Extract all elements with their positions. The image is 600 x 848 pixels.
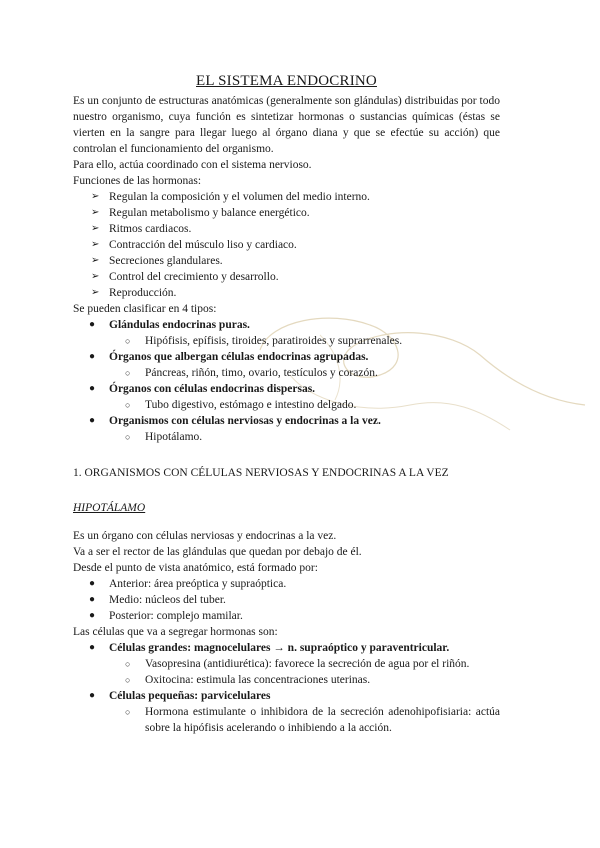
circle-bullet-icon: ○ (125, 400, 131, 410)
list-item: ● Anterior: área preóptica y supraóptica. (89, 578, 287, 590)
section-heading: 1. ORGANISMOS CON CÉLULAS NERVIOSAS Y ENDOCRINAS A LA VEZ (73, 467, 449, 479)
list-item: ➢ Contracción del músculo liso y cardiaco. (91, 239, 297, 251)
bullet-icon: ● (89, 319, 96, 330)
functions-heading: Funciones de las hormonas: (73, 175, 202, 187)
bullet-icon: ● (89, 594, 96, 605)
section-paragraph: Es un órgano con células nerviosas y endocrinas a la vez. (73, 530, 337, 542)
list-item: ➢ Control del crecimiento y desarrollo. (91, 271, 279, 283)
circle-bullet-icon: ○ (125, 368, 131, 378)
list-item: ○ Hormona estimulante o inhibidora de la secreción adenohipofisiaria: actúa sobre la hipófisis acelerando o inhibiendo a la acción. (125, 706, 500, 734)
section-paragraph: Desde el punto de vista anatómico, está formado por: (73, 562, 318, 574)
list-item: ● Órganos que albergan células endocrinas agrupadas. ○ Páncreas, riñón, timo, ovario, testículos y corazón. (73, 349, 500, 381)
document-page (73, 72, 500, 736)
list-item: ○ Páncreas, riñón, timo, ovario, testículos y corazón. (125, 367, 378, 379)
bullet-icon: ● (89, 578, 96, 589)
list-item: ○ Vasopresina (antidiurética): favorece la secreción de agua por el riñón. (125, 658, 470, 670)
functions-list (73, 189, 500, 301)
list-item: ● Órganos con células endocrinas dispersas. ○ Tubo digestivo, estómago e intestino delgado. (73, 381, 500, 413)
arrow-bullet-icon: ➢ (91, 271, 100, 282)
list-item: ➢ Ritmos cardiacos. (91, 223, 192, 235)
arrow-bullet-icon: ➢ (91, 223, 100, 234)
section-paragraph: Va a ser el rector de las glándulas que quedan por debajo de él. (73, 546, 362, 558)
bullet-icon: ● (89, 351, 96, 362)
list-item: ➢ Secreciones glandulares. (91, 255, 223, 267)
intro-coordination: Para ello, actúa coordinado con el sistema nervioso. (73, 159, 312, 171)
list-item: ➢ Regulan metabolismo y balance energético. (91, 207, 310, 219)
arrow-bullet-icon: ➢ (91, 287, 100, 298)
intro-paragraph: Es un conjunto de estructuras anatómicas (generalmente son glándulas) distribuidas por todo nuestro organismo, cuya función es sintetizar hormonas o sustancias químicas (éstas se vierten en la sangre para llegar luego al órgano diana y que se efectúe su acción) que controlan el funcionamiento del organismo. (73, 95, 500, 155)
list-item: ● Organismos con células nerviosas y endocrinas a la vez. ○ Hipotálamo. (73, 413, 500, 445)
arrow-bullet-icon: ➢ (91, 239, 100, 250)
list-item: ● Posterior: complejo mamilar. (89, 610, 243, 622)
circle-bullet-icon: ○ (125, 675, 131, 685)
list-item: ● Células grandes: magnocelulares → n. supraóptico y paraventricular. ○ Vasopresina (antidiurética): favorece la secreción de agua por el riñón. ○ Oxitocina: estimula las concentraciones uterinas. (73, 640, 500, 688)
subsection-heading: HIPOTÁLAMO (73, 502, 146, 514)
types-list (73, 317, 500, 445)
list-item: ○ Hipotálamo. (125, 431, 203, 443)
list-item: ➢ Regulan la composición y el volumen del medio interno. (91, 191, 370, 203)
arrow-bullet-icon: ➢ (91, 207, 100, 218)
types-heading: Se pueden clasificar en 4 tipos: (73, 303, 217, 315)
list-item: ➢ Reproducción. (91, 287, 177, 299)
arrow-bullet-icon: ➢ (91, 255, 100, 266)
list-item: ○ Hipófisis, epífisis, tiroides, paratiroides y suprarrenales. (125, 335, 403, 347)
list-item: ● Células pequeñas: parvicelulares ○ Hormona estimulante o inhibidora de la secreción adenohipofisiaria: actúa sobre la hipófisis acelerando o inhibiendo a la acción. (73, 688, 500, 736)
list-item: ○ Oxitocina: estimula las concentraciones uterinas. (125, 674, 371, 686)
list-item: ● Medio: núcleos del tuber. (89, 594, 226, 606)
bullet-icon: ● (89, 690, 96, 701)
list-item: ● Glándulas endocrinas puras. ○ Hipófisis, epífisis, tiroides, paratiroides y suprarrenales. (73, 317, 500, 349)
circle-bullet-icon: ○ (125, 336, 131, 346)
circle-bullet-icon: ○ (125, 432, 131, 442)
section-paragraph: Las células que va a segregar hormonas son: (73, 626, 278, 638)
arrow-bullet-icon: ➢ (91, 191, 100, 202)
list-item: ○ Tubo digestivo, estómago e intestino delgado. (125, 399, 357, 411)
bullet-icon: ● (89, 610, 96, 621)
circle-bullet-icon: ○ (125, 707, 131, 717)
bullet-icon: ● (89, 383, 96, 394)
bullet-icon: ● (89, 642, 96, 653)
circle-bullet-icon: ○ (125, 659, 131, 669)
cells-list (73, 640, 500, 736)
bullet-icon: ● (89, 415, 96, 426)
parts-list (73, 576, 500, 624)
document-title: EL SISTEMA ENDOCRINO (196, 73, 377, 89)
